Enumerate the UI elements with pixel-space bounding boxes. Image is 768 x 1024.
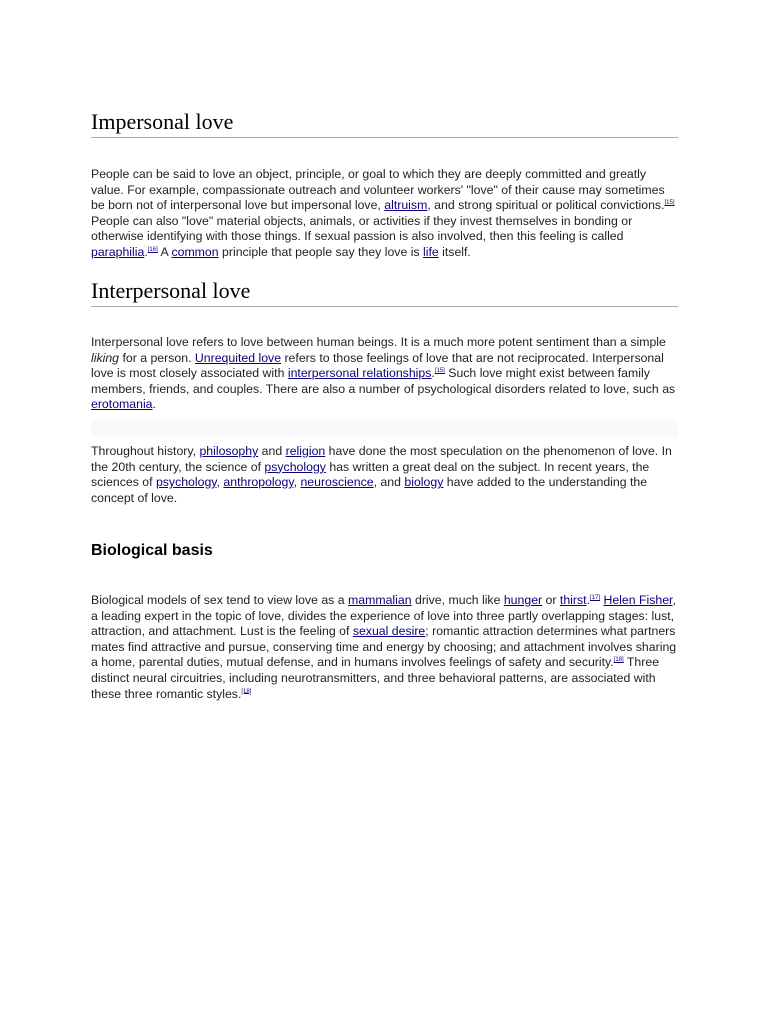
text: . (431, 366, 435, 381)
heading-interpersonal-love: Interpersonal love (91, 278, 678, 307)
text: . (586, 593, 590, 607)
text: A (157, 244, 172, 259)
text: Throughout history, (91, 444, 200, 458)
text: Biological models of sex tend to view love as a (91, 593, 349, 607)
link-interpersonal-relationships[interactable]: interpersonal relationships (287, 366, 432, 381)
text: , (216, 475, 224, 490)
text: Such love might exist between family members, friends, and couples. There are also a number of psychological disorders related to love, such as (91, 366, 676, 396)
text: People can be said to love an object, principle, or goal to which they are deeply committed and greatly value. For example, compassionate outreach and volunteer workers' "love" of their cause may sometimes be born not of interpersonal love but impersonal love, (91, 167, 665, 213)
heading-biological-basis: Biological basis (91, 542, 213, 559)
text: or (542, 593, 560, 607)
text: Interpersonal love refers to love between human beings. It is a much more potent sentiment than a simple (91, 335, 666, 349)
text: People can also "love" material objects, animals, or activities if they invest themselves in bonding or otherwise identifying with those things. If sexual passion is also involved, then this feeling is called (91, 213, 633, 244)
text: , (293, 475, 301, 490)
link-psychology[interactable]: psychology (155, 475, 217, 490)
link-mammalian[interactable]: mammalian (348, 593, 412, 607)
text: Three distinct neural circuitries, including neurotransmitters, and three behavioral patterns, are associated with these three romantic styles. (91, 655, 660, 701)
link-life[interactable]: life (423, 244, 439, 259)
link-religion[interactable]: religion (285, 444, 326, 458)
citation-15[interactable]: [15] (664, 200, 675, 207)
link-sexual-desire[interactable]: sexual desire (352, 624, 426, 639)
text: drive, much like (411, 593, 504, 607)
paragraph-biological-basis (91, 593, 678, 702)
shaded-band (91, 420, 678, 437)
text: , and (373, 475, 405, 490)
paragraph-impersonal-love (91, 167, 678, 261)
citation-16[interactable]: [16] (147, 246, 158, 253)
paragraph-interpersonal-love (91, 335, 678, 413)
text: . (144, 244, 148, 259)
link-helen-fisher[interactable]: Helen Fisher (603, 593, 673, 607)
link-erotomania[interactable]: erotomania (91, 397, 153, 412)
text: refers to those feelings of love that are not reciprocated. Interpersonal love is most closely associated with (91, 350, 664, 381)
citation-15[interactable]: [15] (434, 368, 445, 375)
link-hunger[interactable]: hunger (503, 593, 543, 607)
link-paraphilia[interactable]: paraphilia (91, 244, 145, 259)
text: for a person. (119, 350, 195, 365)
link-neuroscience[interactable]: neuroscience (300, 475, 374, 490)
text: . (152, 397, 156, 412)
text: itself. (438, 244, 471, 259)
link-thirst[interactable]: thirst (559, 593, 587, 607)
heading-impersonal-love: Impersonal love (91, 109, 678, 138)
link-unrequited-love[interactable]: Unrequited love (194, 350, 282, 365)
link-anthropology[interactable]: anthropology (223, 475, 294, 490)
link-psychology[interactable]: psychology (264, 459, 326, 474)
text: has written a great deal on the subject. In recent years, the sciences of (91, 459, 650, 490)
text: principle that people say they love is (218, 244, 423, 259)
link-common[interactable]: common (171, 244, 219, 259)
text: and (258, 444, 286, 458)
text: , and strong spiritual or political convictions. (427, 198, 665, 213)
paragraph-history (91, 444, 678, 506)
emphasis-liking: liking (91, 350, 120, 365)
link-biology[interactable]: biology (404, 475, 444, 490)
link-altruism[interactable]: altruism (384, 198, 428, 213)
text: ; romantic attraction determines what partners mates find attractive and pursue, conserving time and energy by choosing; and attachment involves sharing a home, parental duties, mutual defense, and in humans involves feelings of safety and security. (91, 624, 677, 670)
citation-18[interactable]: [18] (613, 657, 624, 664)
text: have added to the understanding the concept of love. (91, 475, 648, 505)
link-philosophy[interactable]: philosophy (199, 444, 259, 458)
text: have done the most speculation on the phenomenon of love. In the 20th century, the science of (91, 444, 672, 474)
citation-17[interactable]: [17] (590, 594, 601, 601)
text: , a leading expert in the topic of love, divides the experience of love into three partly overlapping stages: lust, attraction, and attachment. Lust is the feeling of (91, 593, 676, 639)
citation-18[interactable]: [18] (241, 688, 252, 695)
